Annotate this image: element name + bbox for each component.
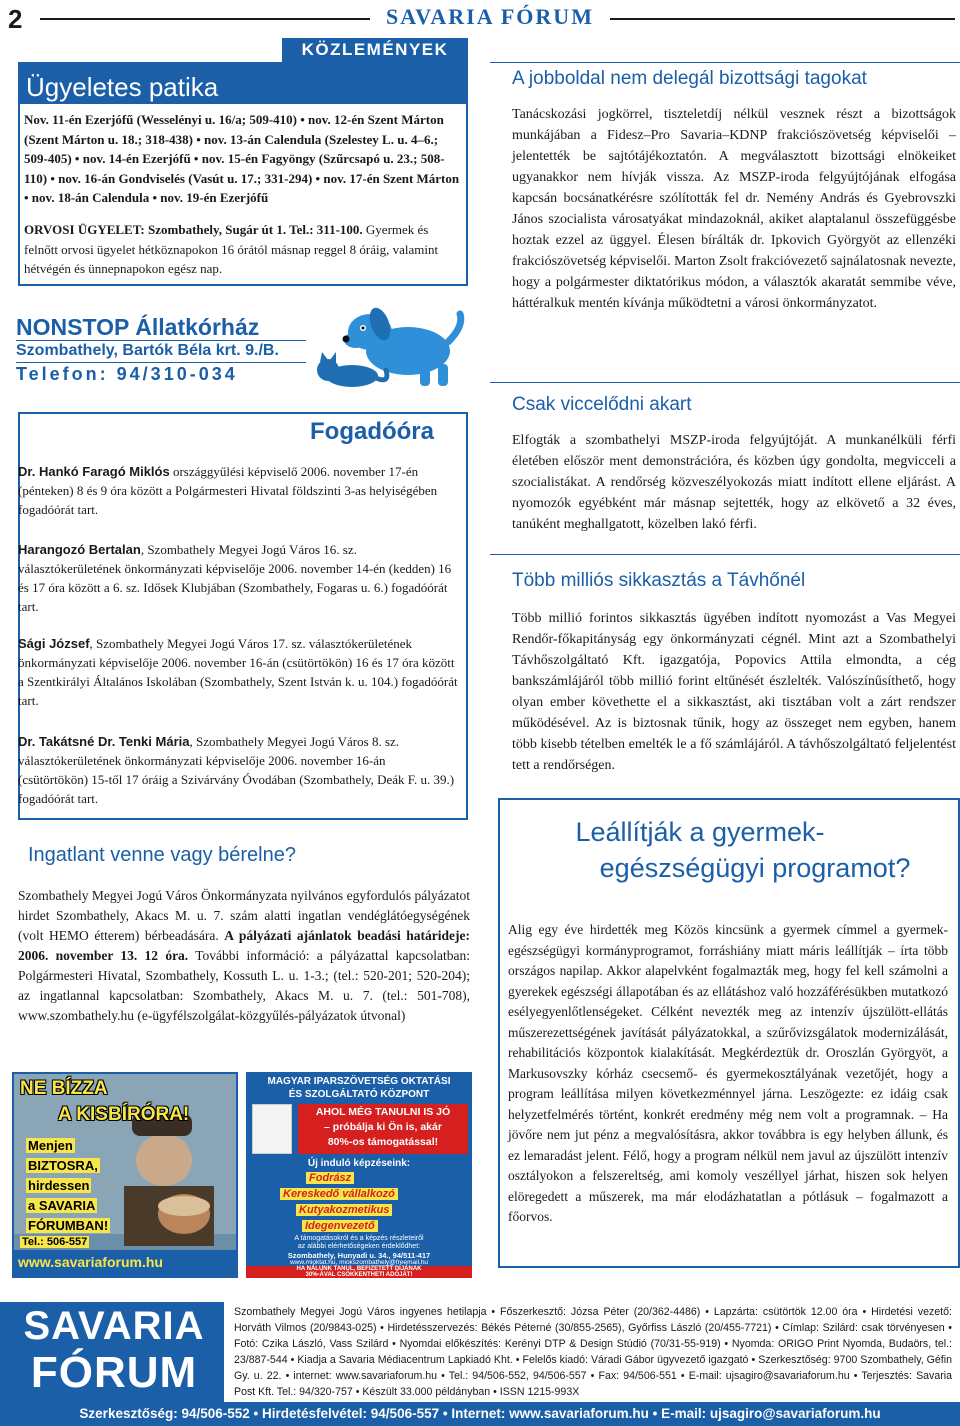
header-rule-left <box>40 18 370 20</box>
ad-tax-line: HA NÁLUNK TANUL, BEFIZETETT DÍJÁNAK <box>296 1266 422 1272</box>
representative-name: Dr. Takátsné Dr. Tenki Mária <box>18 734 190 749</box>
featured-title-line: Leállítják a gyermek- <box>575 817 825 847</box>
representative-name: Dr. Hankó Faragó Miklós <box>18 464 170 479</box>
ad-headline: A KISBÍRÓRA! <box>58 1104 190 1125</box>
ad-text: FÓRUMBAN! <box>28 1218 109 1233</box>
ad-url: www.savariaforum.hu <box>18 1254 163 1270</box>
dog-and-cat-illustration <box>300 296 468 390</box>
ad-web: www.mioktat.hu, miokszombathely@freemail.hu <box>289 1259 429 1266</box>
vet-clinic-rule <box>16 340 306 341</box>
ad-info: az alábbi elérhetőségeken érdeklődhet: <box>297 1243 421 1250</box>
representative-name: Sági József <box>18 636 90 651</box>
ad-course: Fodrász <box>306 1172 354 1184</box>
pharmacy-title: Ügyeletes patika <box>18 62 468 104</box>
property-ad-text-part: További információ: a pályázattal kapcsolatban: Polgármesteri Hivatal, Szombathely, Kossuth L. u. 1-3.; (tel.: 520-201; 520-204); az ingatlannal kapcsolatban: Szombathely, Akacs M. u. 7. (tel.: 501-708), www.szombathely.hu (e-ügyfélszolgálat-közgyűlés-pályázatok útvonal) <box>18 948 470 1023</box>
office-hours-item <box>18 634 458 710</box>
impressum: Szombathely Megyei Jogú Város ingyenes hetilapja • Főszerkesztő: Józsa Péter (20/362-4486) • Lapzárta: csütörtök 12.00 óra • Hirdetési vezető: Horváth Vilmos (20/9843-025) • Hirdetésszervezés: Békés Péterné (30/855-2565), Győrfiss László (20/455-7721) • Címlap: Szilárd: csak törvényesen • Fotó: Czika László, Vass Szilárd • Nyomdai előkészítés: Kerényi DTP & Design Stúdió (70/31-55-919) • Nyomda: ORIGO Print Nyomda, Budaörs, tel.: 23/887-544 • Kiadja a Savaria Médiacentrum Lapkiadó Kht. • Felelős kiadó: Váradi Gábor ügyvezető igazgató • Szerkesztőség: 9700 Szombathely, Géfin Gy. u. 22. • internet: www.savariaforum.hu • Tel.: 94/506-552, 94/506-557 • Fax: 94/506-551 • E-mail: ujsagiro@savariaforum.hu • Terjesztés: Savaria Post Kft. Tel.: 94/320-757 • Készült 33.000 példányban • ISSN 1215-993X <box>234 1306 952 1398</box>
column-rule <box>490 382 960 383</box>
featured-article-text: Alig egy éve hirdették meg Közös kincsünk a gyermek címmel a gyermek-egészségügyi kormányprogramot, forráshiány miatt máris leállítják – írta több országos napilap. Akkor alapelvként fogalmazták meg, hogy fel kell számolni a gyerekek egészségi állapotában és az ellátáshoz való hozzáférésükben mutatkozó esélyegyenlőtlenségeket. Célként nevezték meg az intenzív újszülött-ellátás műszerezettségének javítását pályázatokkal, a szűrővizsgálatok modernizálását, rehabilitációs központok kialakítását. Megkérdeztük dr. Oroszlán Györgyöt, a Markusovszky kórház csecsemő- és gyermekosztályának vezetőjét, hogy a program leállítása milyen következménnyel járna. Leszögezte: ez idáig csak helyzetfelmérés történt, konkrét eredmény még nem volt a programnak. – Ha jövőre nem jut pénz a megvalósításra, akkor továbbra is egy helyben állunk, és ez lemaradást jelent. Félő, hogy a program nélkül nem javul az újszülött intenzív osztályokon a felszereltség, ami komoly veszéllyel járhat, hiszen sok helyen elöregedett a műszerek, ma már elodázhatatlan a pótlásuk – fogalmazott a főorvos. <box>508 922 948 1224</box>
savaria-forum-logo <box>0 1302 224 1412</box>
office-hours-item <box>18 540 458 616</box>
property-ad-deadline: A pályázati ajánlatok beadási határideje: 2006. november 13. 12 óra. <box>18 928 470 963</box>
ad-text: BIZTOSRA, <box>28 1158 98 1173</box>
vet-clinic-address: Szombathely, Bartók Béla krt. 9./B. <box>16 342 279 359</box>
property-ad-title: Ingatlant venne vagy bérelne? <box>28 844 296 866</box>
ad-tax-note <box>246 1266 472 1278</box>
ad-title: ÉS SZOLGÁLTATÓ KÖZPONT <box>288 1089 430 1100</box>
property-ad-text-part: Szombathely Megyei Jogú Város Önkormányzata nyilvános egyfordulós pályázatot hirdet Szombathely, Akacs M. u. 7. szám alatti ingatlan vendéglátóegységének (volt HEMO étterem) bérbeadására. <box>18 888 470 943</box>
article-title: A jobboldal nem delegál bizottsági tagokat <box>512 68 867 89</box>
ad-text: hirdessen <box>28 1178 90 1193</box>
logo-bottom: FÓRUM <box>30 1348 198 1397</box>
ad-info: A támogatásokról és a képzés részleteiről <box>294 1235 424 1242</box>
office-hours-text: országgyűlési képviselő 2006. november 17-én (pénteken) 8 és 9 óra között a Polgármesteri Hivatal földszinti 3-as helyiségében fogadóórát tart. <box>18 464 438 517</box>
medical-duty-text: Gyermek és felnőtt orvosi ügyelet hétköznapokon 16 órától másnap reggel 8 óráig, valamint hétvégén és ünnepnapokon egész nap. <box>24 222 439 276</box>
column-rule <box>490 62 960 63</box>
office-hours-item <box>18 732 458 808</box>
ad-slogan: 80%-os támogatással! <box>327 1136 439 1148</box>
representative-name: Harangozó Bertalan <box>18 542 141 557</box>
header-rule-right <box>610 18 955 20</box>
vet-clinic-title: NONSTOP Állatkórház <box>16 314 260 340</box>
column-rule <box>490 554 960 555</box>
logo-top: SAVARIA <box>23 1304 205 1348</box>
ad-slogan: – próbálja ki Ön is, akár <box>324 1121 442 1133</box>
ad-address: Szombathely, Hunyadi u. 34., 94/511-417 <box>287 1251 431 1260</box>
featured-title-line: egészségügyi programot? <box>599 853 911 883</box>
ad-tax-line: 30%-ÁVAL CSÖKKENTHETI ADÓJÁT! <box>305 1272 413 1278</box>
ad-subtitle: Új induló képzéseink: <box>307 1158 411 1169</box>
ad-headline: NE BÍZZA <box>20 1078 108 1099</box>
ad-text: Menjen <box>28 1138 73 1153</box>
certificate-image <box>252 1104 292 1154</box>
article-text: Tanácskozási jogkörrel, tiszteletdíj nélkül vesznek részt a bizottságok munkájában a Fidesz–Pro Savaria–KDNP frakciószövetség képviselői – jelentették be sajtótájékoztatón. A megválasztott bizottsági elnökeiket ugyanakkor nem hívják vissza. Az MSZP-iroda felgyújtójának elfogása kapcsán bocsánatkérésre szólították fel dr. Nemény András és Gyebrovszki János szocialista városatyákat mindazoknál, akiket alaptalanul összefüggésbe hoztak ezzel az üggyel. Élesen bírálták dr. Ipkovich Györgyöt az ellenzéki frakciószövetség képviselői. Marton Zsolt frakcióvezető sajnálatosnak nevezte, hogy a polgármester diktatórikus módon, a választók akaratát semmibe véve, háttéralkuk mentén kívánja működtetni a városi önkormányzatot. <box>512 107 956 311</box>
ad-slogan: AHOL MÉG TANULNI IS JÓ <box>315 1106 451 1118</box>
page-number: 2 <box>8 4 23 34</box>
featured-article-title <box>510 814 950 886</box>
contact-bar: Szerkesztőség: 94/506-552 • Hirdetésfelvétel: 94/506-557 • Internet: www.savariaforum.hu • E-mail: ujsagiro@savariaforum.hu <box>0 1402 960 1426</box>
ad-text: a SAVARIA <box>28 1198 96 1213</box>
ad-course: Kereskedő vállalkozó <box>280 1188 398 1200</box>
office-hours-item <box>18 462 458 519</box>
article-text: Több millió forintos sikkasztás ügyében indított nyomozást a Vas Megyei Rendőr-főkapitányság egy önkormányzati cégnél. Mint azt a Szombathelyi Távhőszolgáltató Kft. igazgatója, Popovics Attila elmondta, a cég bankszámlájáról több millió forint eltűnését észlelték. Valószínűsíthető, hogy olyan ember követhette el a sikkasztást, aki tisztában volt a zárt rendszer működésével. Az is biztosnak tűnik, hogy az összeget nem egyben, hanem több kisebb tételben emelték le a fő számlájáról. A távhőszolgáltató feljelentést tett a rendőrségen. <box>512 611 956 773</box>
office-hours-text: , Szombathely Megyei Jogú Város 8. sz. választókerületének önkormányzati képviselője 2006. november 16-án (csütörtökön) 15-től 17 óráig a Szivárvány Óvodában (Szombathely, Deák F. u. 39.) fogadóórát tart. <box>18 734 455 806</box>
property-ad-text <box>18 886 470 1026</box>
ad-phone: Tel.: 506-557 <box>22 1236 88 1248</box>
medical-duty <box>24 220 464 279</box>
ad-title: MAGYAR IPARSZÖVETSÉG OKTATÁSI <box>267 1076 451 1087</box>
medical-duty-heading: ORVOSI ÜGYELET: Szombathely, Sugár út 1. Tel.: 311-100. <box>24 222 363 237</box>
publication-title: SAVARIA FÓRUM <box>386 4 594 29</box>
article-title: Több milliós sikkasztás a Távhőnél <box>512 570 806 591</box>
article-text: Elfogták a szombathelyi MSZP-iroda felgyújtóját. A munkanélküli férfi életében először ment demonstrációra, és közben úgy gondolta, megvicceli a szocialistákat. A rendőrség közveszélyokozás miatt indított ellene eljárást. A nyomozók egyébként már másnap sejtették, hogy az elkövető a 32 éves, tanúként meghallgatott, közelben lakó férfi. <box>512 433 956 532</box>
ad-course: Idegenvezető <box>302 1220 378 1232</box>
vet-clinic-rule <box>16 362 306 363</box>
article-title: Csak viccelődni akart <box>512 394 692 415</box>
advertisement-iparszovetseg <box>246 1072 472 1278</box>
pharmacy-schedule: Nov. 11-én Ezerjófű (Wesselényi u. 16/a; 509-410) • nov. 12-én Szent Márton (Szent Márton u. 18.; 318-438) • nov. 13-án Calendula (Szelestey L. u. 4–6.; 509-405) • nov. 14-én Ezerjófű • nov. 15-én Fagyöngy (Szűrcsapó u. 23.; 508-110) • nov. 16-án Gondviselés (Vasút u. 17.; 331-294) • nov. 17-én Szent Márton • nov. 18-án Calendula • nov. 19-én Ezerjófű <box>24 112 460 205</box>
ad-course: Kutyakozmetikus <box>296 1204 392 1216</box>
advertisement-savaria-forum <box>12 1072 238 1278</box>
section-label: KÖZLEMÉNYEK <box>282 38 468 62</box>
office-hours-text: , Szombathely Megyei Jogú Város 16. sz. választókerületének önkormányzati képviselője 2006. november 14-én (kedden) 16 és 17 óra között a 6. sz. Idősek Klubjában (Szombathely, Fogaras u. 6.) fogadóórát tart. <box>18 542 452 614</box>
office-hours-title: Fogadóóra <box>310 418 434 445</box>
office-hours-text: , Szombathely Megyei Jogú Város 17. sz. választókerületének önkormányzati képviselője 2006. november 16-án (csütörtökön) 16 és 17 óra között a Szentkirályi Általános Iskolában (Szombathely, Szent István k. u. 104.) fogadóórát tart. <box>18 636 458 708</box>
vet-clinic-phone: Telefon: 94/310-034 <box>16 364 238 384</box>
